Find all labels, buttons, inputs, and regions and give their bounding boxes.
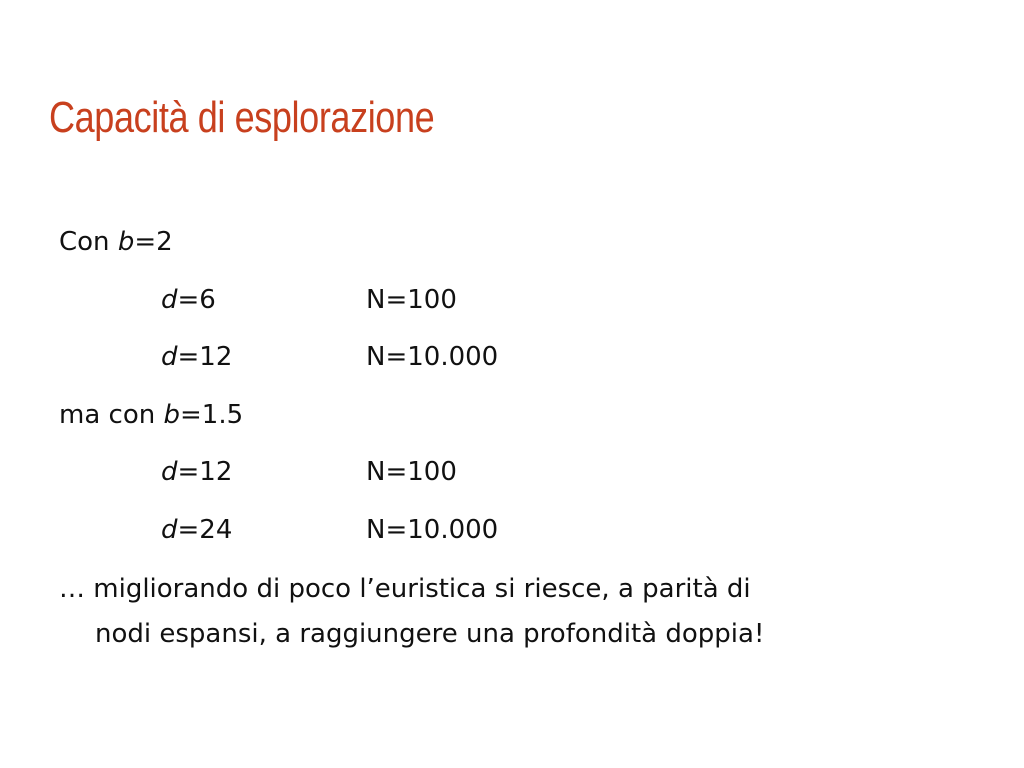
case2-row [59,508,999,566]
case2-value: =1.5 [180,399,244,430]
case1-row [59,335,999,393]
case2-row [59,450,999,508]
nodes-value: N=100 [366,457,457,487]
nodes-value: N=10.000 [366,514,499,545]
slide-title: Capacità di esplorazione [49,93,435,142]
depth-value [161,335,232,380]
depth-var: d [161,457,178,487]
case1-header [59,220,999,278]
depth-number: =12 [177,342,233,372]
case1-row [59,278,999,336]
depth-var: d [161,514,178,545]
nodes-value: N=100 [366,284,457,315]
depth-value [161,450,232,495]
conclusion-text [59,567,999,657]
nodes-value: N=10.000 [366,342,499,372]
conclusion-line-2: nodi espansi, a raggiungere una profondità doppia! [95,619,765,649]
slide-body [59,220,999,657]
case1-value: =2 [134,227,173,257]
depth-number: =6 [177,284,216,315]
depth-var: d [161,342,178,372]
case2-var: b [163,399,180,430]
depth-value [161,508,232,553]
depth-number: =24 [177,514,233,545]
case2-header [59,393,999,451]
conclusion-line-1: … migliorando di poco l’euristica si riesce, a parità di [59,574,751,604]
depth-value [161,278,216,323]
depth-var: d [161,284,178,315]
case2-prefix: ma con [59,399,164,430]
depth-number: =12 [177,457,233,487]
case1-var: b [117,227,135,257]
case1-prefix: Con [59,227,118,257]
